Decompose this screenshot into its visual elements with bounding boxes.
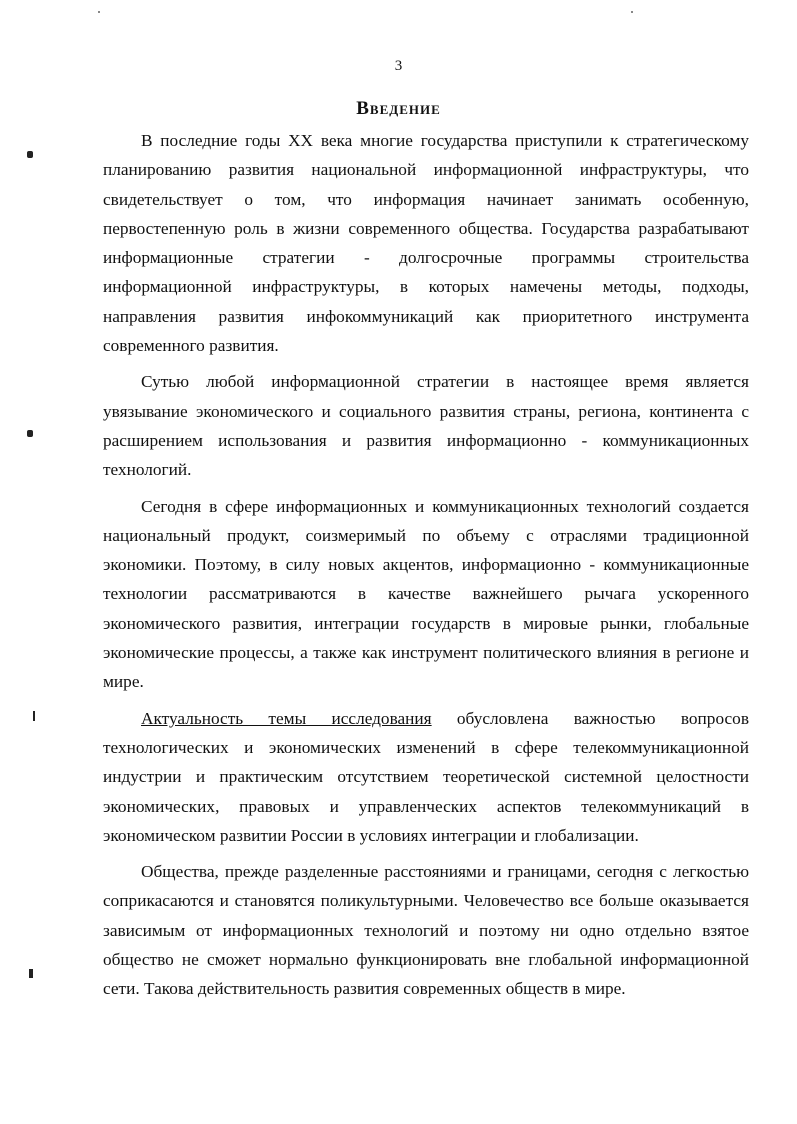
- paragraph-4: [103, 704, 749, 850]
- paragraph-5: Общества, прежде разделенные расстояниями и границами, сегодня с легкостью соприкасаются и становятся поликультурными. Человечество все больше оказывается зависимым от информационных технологий и поэтому ни одно отдельно взятое общество не сможет нормально функционировать вне глобальной информационной сети. Такова действительность развития современных обществ в мире.: [103, 862, 749, 999]
- document-body: [103, 126, 749, 1011]
- scan-mark-1: [27, 151, 33, 158]
- scan-mark-2: [27, 430, 33, 437]
- scan-mark-3: [33, 711, 35, 721]
- paragraph-1: В последние годы XX века многие государства приступили к стратегическому планированию развития национальной информационной инфраструктуры, что свидетельствует о том, что информация начинает занимать особенную, первостепенную роль в жизни современного общества. Государства разрабатывают информационные стратегии - долгосрочные программы строительства информационной инфраструктуры, в которых намечены методы, подходы, направления развития инфокоммуникаций как приоритетного инструмента современного развития.: [103, 131, 749, 356]
- relevance-lead: Актуальность темы исследования: [141, 708, 432, 728]
- paragraph-3: Сегодня в сфере информационных и коммуникационных технологий создается национальный продукт, соизмеримый по объему с отраслями традиционной экономики. Поэтому, в силу новых акцентов, информационно - коммуникационные технологии рассматриваются в качестве важнейшего рычага ускоренного экономического развития, интеграции государств в мировые рынки, глобальные экономические процессы, а также как инструмент политического влияния в регионе и мире.: [103, 496, 749, 692]
- page-title: Введение: [356, 98, 441, 119]
- scan-dot-2: [631, 11, 633, 13]
- scan-mark-4: [29, 969, 33, 978]
- paragraph-4-text: обусловлена важностью вопросов технологических и экономических изменений в сфере телекоммуникационной индустрии и практическим отсутствием теоретической системной целостности экономических, правовых и управленческих аспектов телекоммуникаций в экономическом развитии России в условиях интеграции и глобализации.: [103, 708, 749, 845]
- page-number: 3: [394, 58, 403, 74]
- paragraph-2: Сутью любой информационной стратегии в настоящее время является увязывание экономического и социального развития страны, региона, континента с расширением использования и развития информационно - коммуникационных технологий.: [103, 372, 749, 480]
- scan-dot-1: [98, 11, 100, 13]
